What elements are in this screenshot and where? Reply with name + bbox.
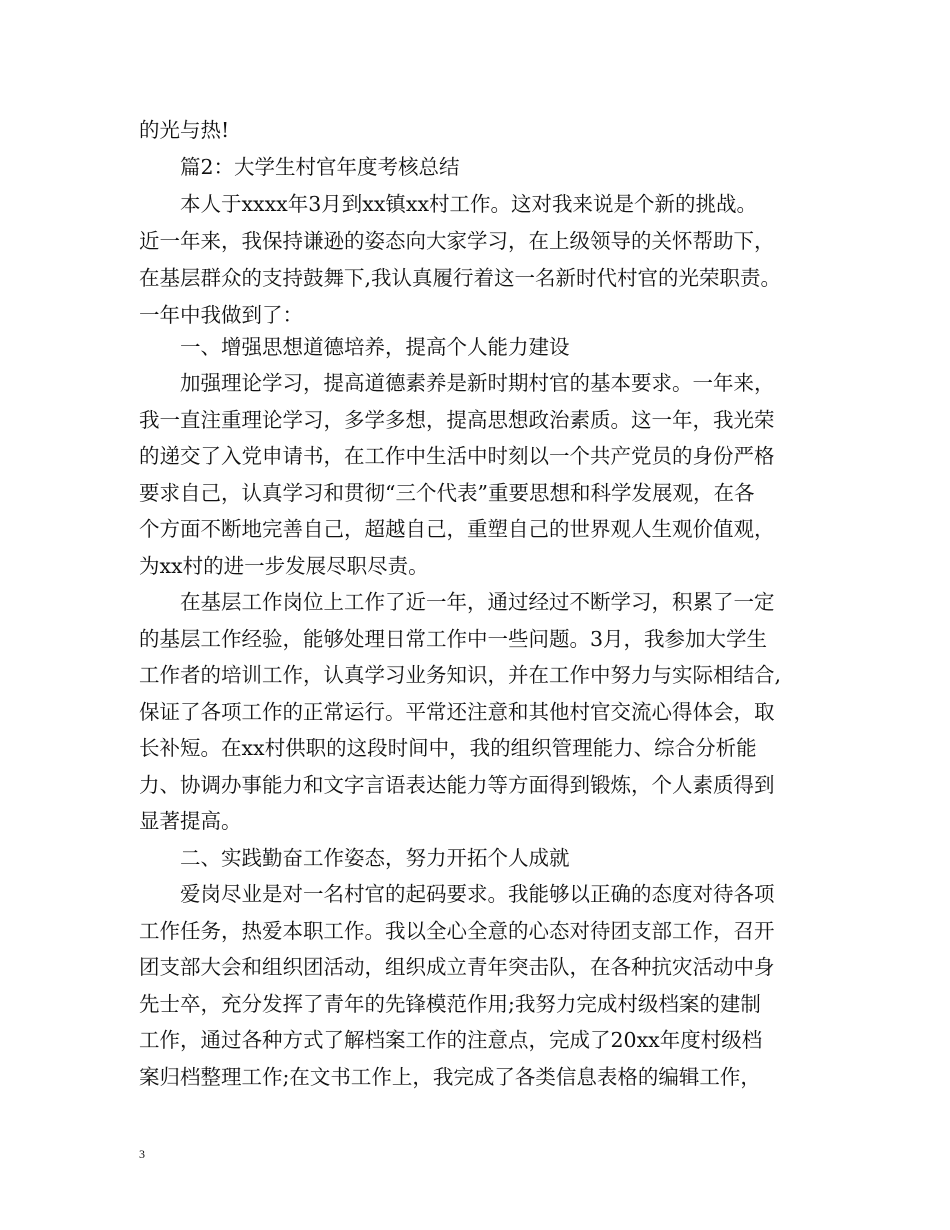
- text-line: 加强理论学习，提高道德素养是新时期村官的基本要求。一年来，: [180, 371, 775, 395]
- text-line: 的光与热!: [139, 118, 230, 142]
- text-line: 工作任务，热爱本职工作。我以全心全意的心态对待团支部工作，召开: [139, 919, 775, 943]
- text-line: 个方面不断地完善自己，超越自己，重塑自己的世界观人生观价值观，: [139, 517, 775, 541]
- text-line: 案归档整理工作;在文书工作上，我完成了各类信息表格的编辑工作，: [139, 1065, 761, 1089]
- text-line: 保证了各项工作的正常运行。平常还注意和其他村官交流心得体会，取: [139, 700, 775, 724]
- text-line: 先士卒，充分发挥了青年的先锋模范作用;我努力完成村级档案的建制: [139, 992, 761, 1016]
- text-line: 一年中我做到了：: [139, 303, 303, 327]
- text-line: 要求自己，认真学习和贯彻“三个代表”重要思想和科学发展观，在各: [139, 481, 755, 505]
- text-line: 篇2：大学生村官年度考核总结: [180, 155, 460, 179]
- text-line: 团支部大会和组织团活动，组织成立青年突击队，在各种抗灾活动中身: [139, 955, 775, 979]
- section-heading: 二、实践勤奋工作姿态，努力开拓个人成就: [180, 846, 570, 870]
- page-number: 3: [139, 1147, 145, 1161]
- text-line: 力、协调办事能力和文字言语表达能力等方面得到锻炼，个人素质得到: [139, 773, 775, 797]
- text-line: 显著提高。: [139, 809, 242, 833]
- text-line: 在基层群众的支持鼓舞下,我认真履行着这一名新时代村官的光荣职责。: [139, 266, 782, 290]
- text-line: 爱岗尽业是对一名村官的起码要求。我能够以正确的态度对待各项: [180, 882, 775, 906]
- text-line: 的基层工作经验，能够处理日常工作中一些问题。3月，我参加大学生: [139, 627, 768, 651]
- text-line: 的递交了入党申请书，在工作中生活中时刻以一个共产党员的身份严格: [139, 444, 775, 468]
- text-line: 工作者的培训工作，认真学习业务知识，并在工作中努力与实际相结合,: [139, 663, 782, 687]
- text-line: 近一年来，我保持谦逊的姿态向大家学习，在上级领导的关怀帮助下，: [139, 229, 775, 253]
- text-line: 我一直注重理论学习，多学多想，提高思想政治素质。这一年，我光荣: [139, 408, 775, 432]
- section-heading: 一、增强思想道德培养，提高个人能力建设: [180, 335, 570, 359]
- text-line: 工作，通过各种方式了解档案工作的注意点，完成了20xx年度村级档: [139, 1028, 763, 1052]
- text-line: 为xx村的进一步发展尽职尽责。: [139, 554, 429, 578]
- text-line: 长补短。在xx村供职的这段时间中，我的组织管理能力、综合分析能: [139, 736, 757, 760]
- text-line: 在基层工作岗位上工作了近一年，通过经过不断学习，积累了一定: [180, 590, 775, 614]
- text-line: 本人于xxxx年3月到xx镇xx村工作。这对我来说是个新的挑战。: [180, 192, 758, 216]
